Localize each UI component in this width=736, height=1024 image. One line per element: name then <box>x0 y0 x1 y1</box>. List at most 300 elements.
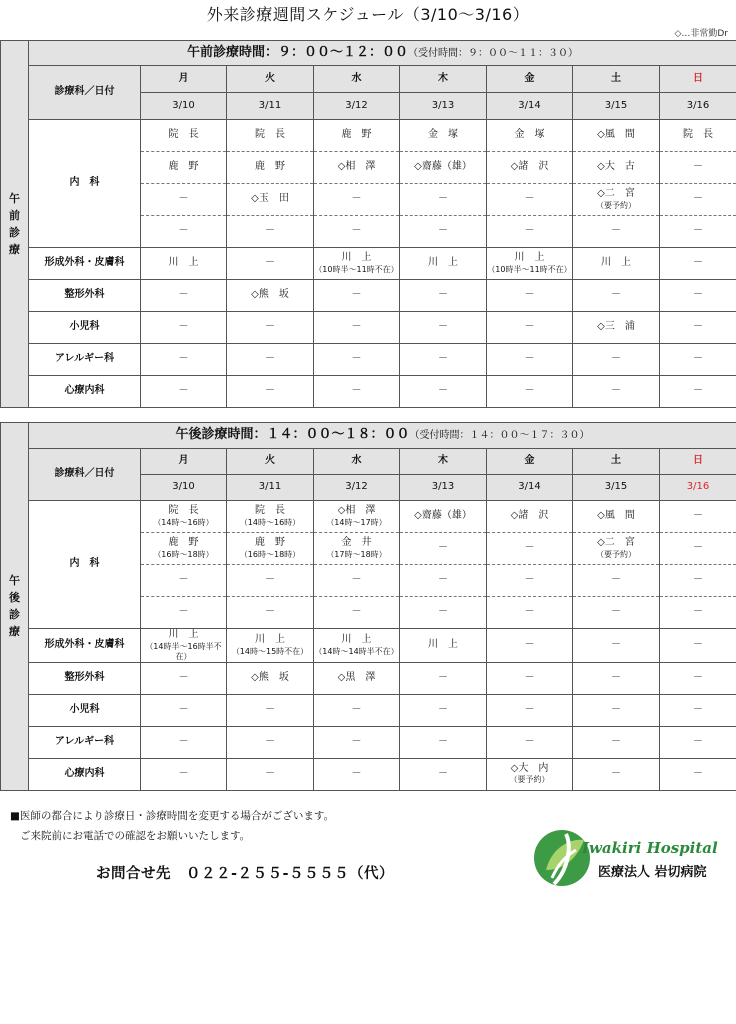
weekday-1: 火 <box>227 66 314 93</box>
schedule-cell <box>314 726 400 758</box>
dept-label: アレルギー科 <box>29 726 141 758</box>
doctor-name: 川 上 <box>514 252 545 264</box>
doctor-name: 川 上 <box>428 639 458 650</box>
doctor-name: 院 長 <box>255 129 285 141</box>
schedule-cell <box>227 629 314 663</box>
schedule-cell <box>400 248 487 280</box>
date-5: 3/15 <box>573 93 660 120</box>
doctor-name: － <box>524 225 535 237</box>
schedule-cell <box>227 533 314 565</box>
schedule-cell <box>314 216 400 248</box>
doctor-name: ◇齋藤（雄） <box>414 161 472 173</box>
doctor-name: － <box>438 735 448 747</box>
side-char: 診 <box>9 226 20 239</box>
schedule-cell <box>141 280 227 312</box>
schedule-cell <box>227 152 314 184</box>
hospital-logo <box>532 826 718 890</box>
schedule-cell <box>400 758 487 790</box>
doctor-name: － <box>524 703 535 715</box>
doctor-name: － <box>265 385 275 397</box>
doctor-name: 鹿 野 <box>341 129 372 141</box>
doctor-name: － <box>178 289 189 301</box>
date-4: 3/14 <box>487 475 573 501</box>
doctor-name: － <box>438 767 448 779</box>
schedule-cell <box>660 248 736 280</box>
schedule-cell <box>141 597 227 629</box>
schedule-cell <box>141 120 227 152</box>
weekday-1: 火 <box>227 449 314 475</box>
doctor-name: ◇相 澤 <box>337 505 376 517</box>
doctor-name: － <box>611 353 621 365</box>
doctor-name: － <box>524 385 535 397</box>
doctor-name: － <box>265 767 275 779</box>
corner-label: 診療科／日付 <box>29 66 141 120</box>
schedule-cell <box>573 726 660 758</box>
doctor-name: ◇諸 沢 <box>510 510 549 522</box>
doctor-name: － <box>693 161 703 173</box>
date-1: 3/11 <box>227 93 314 120</box>
doctor-name: － <box>524 193 535 205</box>
date-2: 3/12 <box>314 475 400 501</box>
dept-internal-medicine: 内 科 <box>29 120 141 248</box>
schedule-cell <box>141 312 227 344</box>
schedule-cell <box>573 280 660 312</box>
doctor-name: － <box>693 735 703 747</box>
schedule-cell <box>314 248 400 280</box>
doctor-name: ◇齋藤（雄） <box>414 510 472 522</box>
schedule-cell <box>487 248 573 280</box>
schedule-cell <box>660 376 736 408</box>
schedule-cell <box>314 152 400 184</box>
weekday-0: 月 <box>141 66 227 93</box>
weekday-3: 木 <box>400 449 487 475</box>
schedule-cell <box>660 597 736 629</box>
session-side-label <box>1 41 29 408</box>
doctor-name: － <box>178 767 189 779</box>
doctor-name: － <box>693 510 703 522</box>
doctor-name: － <box>178 225 189 237</box>
doctor-name: － <box>611 735 621 747</box>
doctor-name: 川 上 <box>428 257 458 269</box>
leaf-logo-icon <box>532 826 596 890</box>
schedule-cell <box>487 662 573 694</box>
schedule-cell <box>314 533 400 565</box>
doctor-name: ◇相 澤 <box>337 161 376 173</box>
schedule-cell <box>487 184 573 216</box>
doctor-note: （14時～16時） <box>239 517 301 527</box>
doctor-name: － <box>438 193 448 205</box>
doctor-name: － <box>611 639 621 650</box>
doctor-name: － <box>693 639 703 650</box>
doctor-name: － <box>438 703 448 715</box>
date-3: 3/13 <box>400 475 487 501</box>
doctor-name: － <box>178 606 189 618</box>
schedule-cell <box>314 694 400 726</box>
doctor-name: － <box>178 703 189 715</box>
doctor-name: － <box>178 353 189 365</box>
dept-label: 整形外科 <box>29 662 141 694</box>
doctor-name: － <box>524 542 535 554</box>
dept-label: 形成外科・皮膚科 <box>29 248 141 280</box>
doctor-name: ◇二 宮 <box>597 537 635 549</box>
dept-label: 整形外科 <box>29 280 141 312</box>
schedule-cell <box>314 501 400 533</box>
schedule-cell <box>573 629 660 663</box>
doctor-name: 川 上 <box>341 634 372 645</box>
schedule-cell <box>487 629 573 663</box>
doctor-name: － <box>351 353 362 365</box>
weekday-2: 水 <box>314 66 400 93</box>
side-char: 診 <box>9 608 20 622</box>
doctor-name: 鹿 野 <box>168 537 199 549</box>
logo-text-jp: 医療法人 岩切病院 <box>598 865 707 880</box>
schedule-cell <box>660 312 736 344</box>
schedule-cell <box>227 344 314 376</box>
schedule-cell <box>487 280 573 312</box>
doctor-name: － <box>611 574 621 586</box>
schedule-cell <box>314 376 400 408</box>
schedule-cell <box>227 501 314 533</box>
dept-label: 小児科 <box>29 694 141 726</box>
schedule-cell <box>573 120 660 152</box>
session-side-label <box>1 423 29 791</box>
schedule-cell <box>400 216 487 248</box>
doctor-name: － <box>438 289 448 301</box>
doctor-name: － <box>178 193 189 205</box>
schedule-cell <box>400 629 487 663</box>
doctor-name: － <box>438 225 448 237</box>
doctor-name: ◇大 内 <box>510 762 549 774</box>
schedule-cell <box>141 726 227 758</box>
schedule-cell <box>573 152 660 184</box>
schedule-cell <box>400 376 487 408</box>
dept-label: 心療内科 <box>29 376 141 408</box>
dept-label: 心療内科 <box>29 758 141 790</box>
schedule-cell <box>487 597 573 629</box>
doctor-note: （10時半～11時不在） <box>314 264 399 274</box>
doctor-name: － <box>438 385 448 397</box>
schedule-cell <box>487 533 573 565</box>
schedule-cell <box>487 694 573 726</box>
schedule-cell <box>400 152 487 184</box>
schedule-cell <box>227 565 314 597</box>
schedule-cell <box>660 344 736 376</box>
schedule-cell <box>573 248 660 280</box>
schedule-cell <box>487 216 573 248</box>
doctor-name: － <box>693 606 703 618</box>
doctor-name: － <box>524 574 535 586</box>
schedule-cell <box>314 629 400 663</box>
doctor-name: ◇熊 坂 <box>251 289 289 301</box>
doctor-name: － <box>351 385 362 397</box>
doctor-name: － <box>611 385 621 397</box>
schedule-cell <box>660 280 736 312</box>
doctor-name: － <box>178 671 189 683</box>
doctor-name: － <box>693 767 703 779</box>
page-title: 外来診療週間スケジュール（3/10～3/16） <box>206 5 530 24</box>
schedule-cell <box>487 120 573 152</box>
doctor-name: － <box>265 225 275 237</box>
doctor-name: ◇玉 田 <box>251 193 289 205</box>
contact-phone: お問合せ先 ０２２-２５５-５５５５（代） <box>96 866 395 882</box>
dept-internal-medicine: 内 科 <box>29 501 141 629</box>
doctor-name: － <box>611 671 621 683</box>
doctor-name: － <box>693 321 703 333</box>
schedule-cell <box>573 501 660 533</box>
doctor-name: － <box>693 225 703 237</box>
schedule-cell <box>314 280 400 312</box>
doctor-note: （10時半～11時不在） <box>487 264 572 274</box>
schedule-cell <box>141 694 227 726</box>
doctor-name: 院 長 <box>683 129 713 141</box>
doctor-name: 川 上 <box>168 257 199 269</box>
doctor-name: － <box>178 735 189 747</box>
schedule-cell <box>660 216 736 248</box>
doctor-note: （要予約） <box>596 200 636 210</box>
doctor-note: （14時～14時半不在） <box>314 646 399 656</box>
doctor-name: － <box>438 671 448 683</box>
schedule-cell <box>227 597 314 629</box>
doctor-name: － <box>351 574 362 586</box>
schedule-cell <box>660 694 736 726</box>
schedule-cell <box>141 501 227 533</box>
doctor-name: － <box>351 289 362 301</box>
doctor-name: ◇風 間 <box>597 129 635 141</box>
schedule-cell <box>400 533 487 565</box>
doctor-name: － <box>693 385 703 397</box>
schedule-cell <box>314 120 400 152</box>
schedule-cell <box>660 120 736 152</box>
schedule-cell <box>141 565 227 597</box>
doctor-name: － <box>265 574 275 586</box>
session-hours-header <box>29 41 736 66</box>
schedule-cell <box>487 344 573 376</box>
doctor-name: 鹿 野 <box>168 161 199 173</box>
weekday-5: 土 <box>573 449 660 475</box>
corner-label: 診療科／日付 <box>29 449 141 501</box>
doctor-name: 院 長 <box>255 505 285 517</box>
doctor-name: ◇熊 坂 <box>251 671 289 683</box>
schedule-cell <box>487 565 573 597</box>
doctor-name: － <box>524 606 535 618</box>
schedule-cell <box>660 629 736 663</box>
doctor-name: － <box>265 735 275 747</box>
doctor-name: － <box>351 193 362 205</box>
weekday-4: 金 <box>487 449 573 475</box>
schedule-cell <box>400 312 487 344</box>
weekday-5: 土 <box>573 66 660 93</box>
schedule-cell <box>227 120 314 152</box>
doctor-name: ◇黒 澤 <box>337 671 376 683</box>
schedule-cell <box>487 726 573 758</box>
doctor-name: － <box>438 574 448 586</box>
doctor-name: － <box>265 321 275 333</box>
schedule-cell <box>141 376 227 408</box>
weekday-2: 水 <box>314 449 400 475</box>
schedule-cell <box>400 120 487 152</box>
doctor-name: ◇大 古 <box>597 161 635 173</box>
session-hours-header <box>29 423 736 449</box>
doctor-name: 院 長 <box>168 505 199 517</box>
schedule-cell <box>141 248 227 280</box>
doctor-name: － <box>351 606 362 618</box>
schedule-cell <box>573 184 660 216</box>
doctor-note: （14時～17時） <box>326 517 387 527</box>
doctor-name: ◇風 間 <box>597 510 635 522</box>
schedule-cell <box>660 726 736 758</box>
doctor-name: － <box>351 321 362 333</box>
schedule-cell <box>573 662 660 694</box>
doctor-name: － <box>438 321 448 333</box>
date-4: 3/14 <box>487 93 573 120</box>
schedule-cell <box>573 565 660 597</box>
schedule-cell <box>487 758 573 790</box>
dept-label: 小児科 <box>29 312 141 344</box>
schedule-cell <box>141 184 227 216</box>
schedule-cell <box>400 184 487 216</box>
doctor-name: － <box>265 606 275 618</box>
schedule-cell <box>314 184 400 216</box>
schedule-cell <box>573 533 660 565</box>
hours-reception: （受付時間：１４：００～１７：３０） <box>409 430 590 442</box>
doctor-note: （14時～16時） <box>153 517 214 527</box>
schedule-cell <box>573 694 660 726</box>
weekday-6: 日 <box>660 449 736 475</box>
doctor-name: 院 長 <box>168 129 199 141</box>
schedule-cell <box>573 597 660 629</box>
schedule-cell <box>660 565 736 597</box>
am-schedule-table <box>0 40 736 408</box>
hours-main: 午前診療時間：９：００～１２：００ <box>187 44 409 60</box>
doctor-name: － <box>693 574 703 586</box>
schedule-cell <box>573 216 660 248</box>
dept-label: アレルギー科 <box>29 344 141 376</box>
doctor-name: － <box>351 225 362 237</box>
schedule-cell <box>400 694 487 726</box>
doctor-name: 川 上 <box>255 634 285 645</box>
doctor-name: － <box>611 289 621 301</box>
schedule-cell <box>141 629 227 663</box>
doctor-name: 鹿 野 <box>255 537 285 549</box>
schedule-cell <box>660 533 736 565</box>
date-5: 3/15 <box>573 475 660 501</box>
schedule-cell <box>141 216 227 248</box>
schedule-cell <box>400 280 487 312</box>
weekday-0: 月 <box>141 449 227 475</box>
doctor-name: － <box>693 353 703 365</box>
schedule-cell <box>141 533 227 565</box>
date-6: 3/16 <box>660 475 736 501</box>
date-2: 3/12 <box>314 93 400 120</box>
schedule-cell <box>487 501 573 533</box>
doctor-name: － <box>351 767 362 779</box>
schedule-cell <box>400 726 487 758</box>
schedule-cell <box>314 758 400 790</box>
weekday-4: 金 <box>487 66 573 93</box>
schedule-cell <box>227 280 314 312</box>
doctor-name: － <box>178 321 189 333</box>
schedule-cell <box>314 565 400 597</box>
schedule-cell <box>400 662 487 694</box>
schedule-cell <box>314 662 400 694</box>
schedule-cell <box>573 758 660 790</box>
schedule-cell <box>227 216 314 248</box>
doctor-name: － <box>611 606 621 618</box>
schedule-cell <box>400 597 487 629</box>
date-3: 3/13 <box>400 93 487 120</box>
schedule-cell <box>227 726 314 758</box>
doctor-name: － <box>351 703 362 715</box>
side-char: 前 <box>9 208 20 222</box>
doctor-name: － <box>178 574 189 586</box>
schedule-cell <box>141 152 227 184</box>
doctor-name: 金 塚 <box>428 129 458 141</box>
doctor-note: （17時～18時） <box>326 549 387 559</box>
schedule-cell <box>141 662 227 694</box>
schedule-cell <box>573 376 660 408</box>
doctor-note: （16時～18時） <box>153 549 214 559</box>
doctor-name: － <box>524 639 535 650</box>
notice-line-2: ご来院前にお電話での確認をお願いいたします。 <box>20 830 251 842</box>
doctor-name: － <box>178 385 189 397</box>
doctor-note: （16時～18時） <box>239 549 301 559</box>
schedule-cell <box>400 501 487 533</box>
schedule-cell <box>487 312 573 344</box>
schedule-cell <box>314 312 400 344</box>
schedule-cell <box>227 758 314 790</box>
schedule-cell <box>141 344 227 376</box>
schedule-cell <box>227 662 314 694</box>
schedule-cell <box>314 344 400 376</box>
doctor-name: － <box>611 225 621 237</box>
doctor-name: － <box>351 735 362 747</box>
side-char: 午 <box>9 191 20 205</box>
weekday-3: 木 <box>400 66 487 93</box>
schedule-cell <box>400 565 487 597</box>
schedule-cell <box>227 376 314 408</box>
doctor-name: － <box>438 542 448 554</box>
doctor-name: － <box>524 735 535 747</box>
doctor-note: （14時～15時不在） <box>231 646 309 656</box>
side-char: 後 <box>9 591 20 605</box>
doctor-name: 鹿 野 <box>255 161 285 173</box>
schedule-cell <box>660 758 736 790</box>
pm-schedule-table <box>0 422 736 791</box>
schedule-cell <box>314 597 400 629</box>
hours-main: 午後診療時間：１４：００～１８：００ <box>175 427 410 443</box>
doctor-name: 川 上 <box>168 629 199 640</box>
doctor-name: － <box>693 671 703 683</box>
side-char: 午 <box>9 574 20 588</box>
side-char: 療 <box>9 625 20 639</box>
side-char: 療 <box>9 243 20 257</box>
schedule-cell <box>660 184 736 216</box>
schedule-cell <box>487 152 573 184</box>
doctor-name: － <box>693 193 703 205</box>
doctor-name: － <box>438 606 448 618</box>
doctor-note: （14時半～16時半不在） <box>145 641 222 661</box>
doctor-name: 金 塚 <box>514 129 545 141</box>
doctor-name: － <box>265 703 275 715</box>
schedule-cell <box>660 662 736 694</box>
doctor-name: ◇三 浦 <box>597 321 635 333</box>
schedule-cell <box>487 376 573 408</box>
doctor-name: － <box>693 289 703 301</box>
doctor-name: 金 井 <box>341 537 372 549</box>
doctor-name: 川 上 <box>341 252 372 264</box>
schedule-cell <box>227 312 314 344</box>
doctor-name: ◇諸 沢 <box>510 161 549 173</box>
